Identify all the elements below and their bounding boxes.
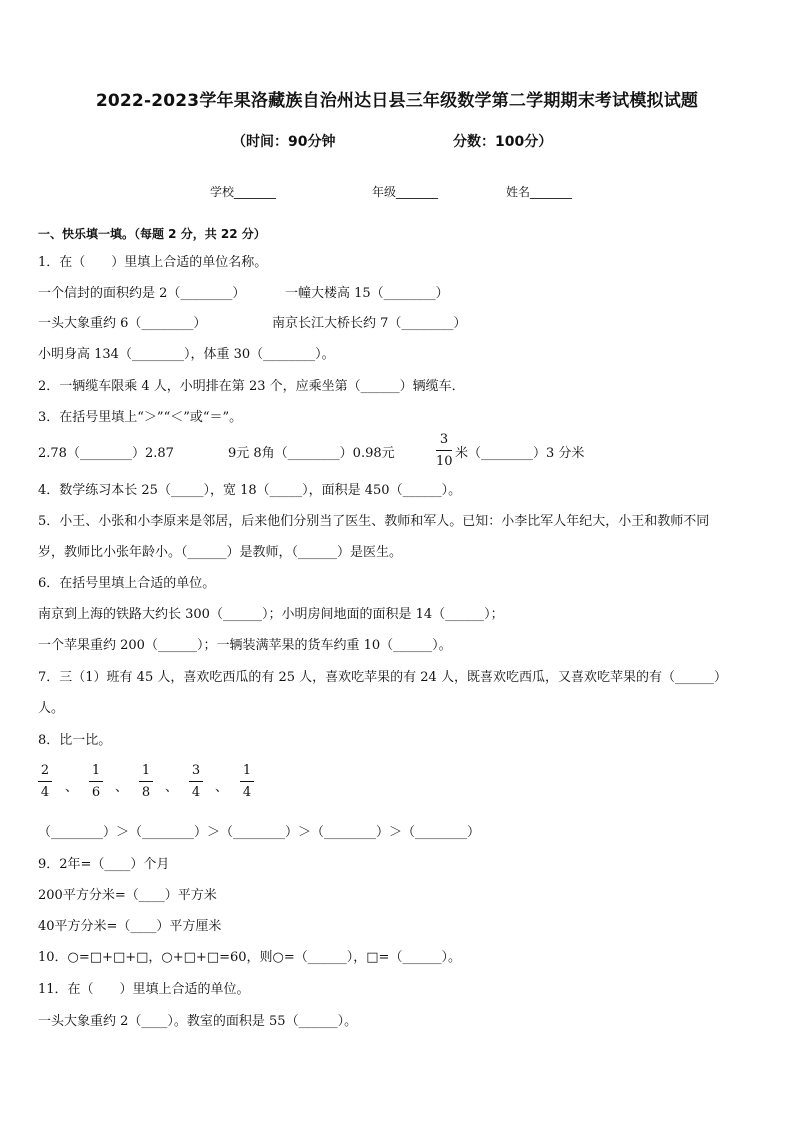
- question-5-line-2: 岁，教师比小张年龄小。（______）是教师，（______）是医生。: [38, 545, 403, 560]
- question-1: 1．在（ ）里填上合适的单位名称。: [38, 255, 268, 270]
- question-6a: 南京到上海的铁路大约长 300（______）；小明房间地面的面积是 14（______）；: [38, 607, 504, 622]
- separator: 、: [165, 780, 179, 795]
- fraction-numerator: 1: [141, 763, 151, 778]
- question-6: 6．在括号里填上合适的单位。: [38, 576, 216, 591]
- fraction-denominator: 8: [141, 785, 151, 800]
- question-4: 4．数学练习本长 25（_____），宽 18（_____），面积是 450（______）。: [38, 483, 462, 498]
- question-2: 2．一辆缆车限乘 4 人，小明排在第 23 个，应乘坐第（______）辆缆车．: [38, 379, 465, 394]
- question-6b: 一个苹果重约 200（______）；一辆装满苹果的货车约重 10（______）。: [38, 638, 452, 653]
- fraction-numerator: 2: [40, 763, 50, 778]
- fraction-bar: [436, 450, 452, 451]
- fraction-1-6: [89, 764, 103, 799]
- fraction-bar: [189, 781, 203, 782]
- question-11: 11．在（ ）里填上合适的单位。: [38, 982, 250, 997]
- question-8: 8．比一比。: [38, 733, 112, 748]
- fraction-3-10: [436, 433, 452, 468]
- fraction-bar: [38, 781, 52, 782]
- fraction-bar: [139, 781, 153, 782]
- separator: 、: [115, 780, 129, 795]
- question-1d: 南京长江大桥长约 7（________）: [272, 316, 467, 331]
- question-5-line-1: 5．小王、小张和小李原来是邻居，后来他们分别当了医生、教师和军人。已知：小李比军人年纪大，小王和教师不同: [38, 514, 710, 529]
- fraction-denominator: 10: [436, 454, 453, 469]
- school-field: 学校_______: [210, 185, 277, 199]
- fraction-2-4: [38, 764, 52, 799]
- fraction-1-8: [139, 764, 153, 799]
- fraction-denominator: 6: [91, 785, 101, 800]
- fraction-numerator: 1: [242, 763, 252, 778]
- question-9b: 40平方分米=（____）平方厘米: [38, 919, 222, 934]
- fraction-numerator: 1: [91, 763, 101, 778]
- question-3b: 9元 8角（________）0.98元: [228, 446, 395, 461]
- question-1b: 一幢大楼高 15（________）: [285, 286, 449, 301]
- question-9a: 200平方分米=（____）平方米: [38, 888, 217, 903]
- fraction-denominator: 4: [40, 785, 50, 800]
- question-9: 9．2年=（____）个月: [38, 857, 170, 872]
- question-10: 10．○=□+□+□，○+□+□=60，则○=（______），□=（______）。: [38, 950, 461, 965]
- fraction-bar: [240, 781, 254, 782]
- question-3: 3．在括号里填上“＞”“＜”或“＝”。: [38, 410, 243, 425]
- question-1a: 一个信封的面积约是 2（________）: [38, 286, 246, 301]
- question-3a: 2.78（________）2.87: [38, 446, 174, 461]
- fraction-denominator: 4: [191, 785, 201, 800]
- fraction-numerator: 3: [191, 763, 201, 778]
- fraction-bar: [89, 781, 103, 782]
- separator: 、: [215, 780, 229, 795]
- question-7-line-2: 人。: [38, 701, 65, 716]
- question-8-order: （________）＞（________）＞（________）＞（________）＞（________）: [38, 825, 481, 840]
- section-heading: 一、快乐填一填。（每题 2 分，共 22 分）: [38, 227, 266, 241]
- fraction-1-4: [240, 764, 254, 799]
- fraction-numerator: 3: [439, 432, 449, 447]
- question-3c: 米（________）3 分米: [455, 446, 585, 461]
- exam-score: 分数：100分）: [453, 134, 553, 150]
- question-1e: 小明身高 134（________），体重 30（________）。: [38, 347, 335, 362]
- question-7-line-1: 7．三（1）班有 45 人，喜欢吃西瓜的有 25 人，喜欢吃苹果的有 24 人，既喜欢吃西瓜，又喜欢吃苹果的有（______）: [38, 670, 727, 685]
- page-title: 2022-2023学年果洛藏族自治州达日县三年级数学第二学期期末考试模拟试题: [95, 91, 699, 111]
- name-field: 姓名_______: [506, 185, 573, 199]
- question-11a: 一头大象重约 2（____）。教室的面积是 55（______）。: [38, 1014, 358, 1029]
- exam-time: （时间：90分钟: [232, 134, 336, 150]
- separator: 、: [65, 780, 79, 795]
- fraction-denominator: 4: [242, 785, 252, 800]
- question-1c: 一头大象重约 6（________）: [38, 316, 207, 331]
- grade-field: 年级_______: [372, 185, 439, 199]
- fraction-3-4: [189, 764, 203, 799]
